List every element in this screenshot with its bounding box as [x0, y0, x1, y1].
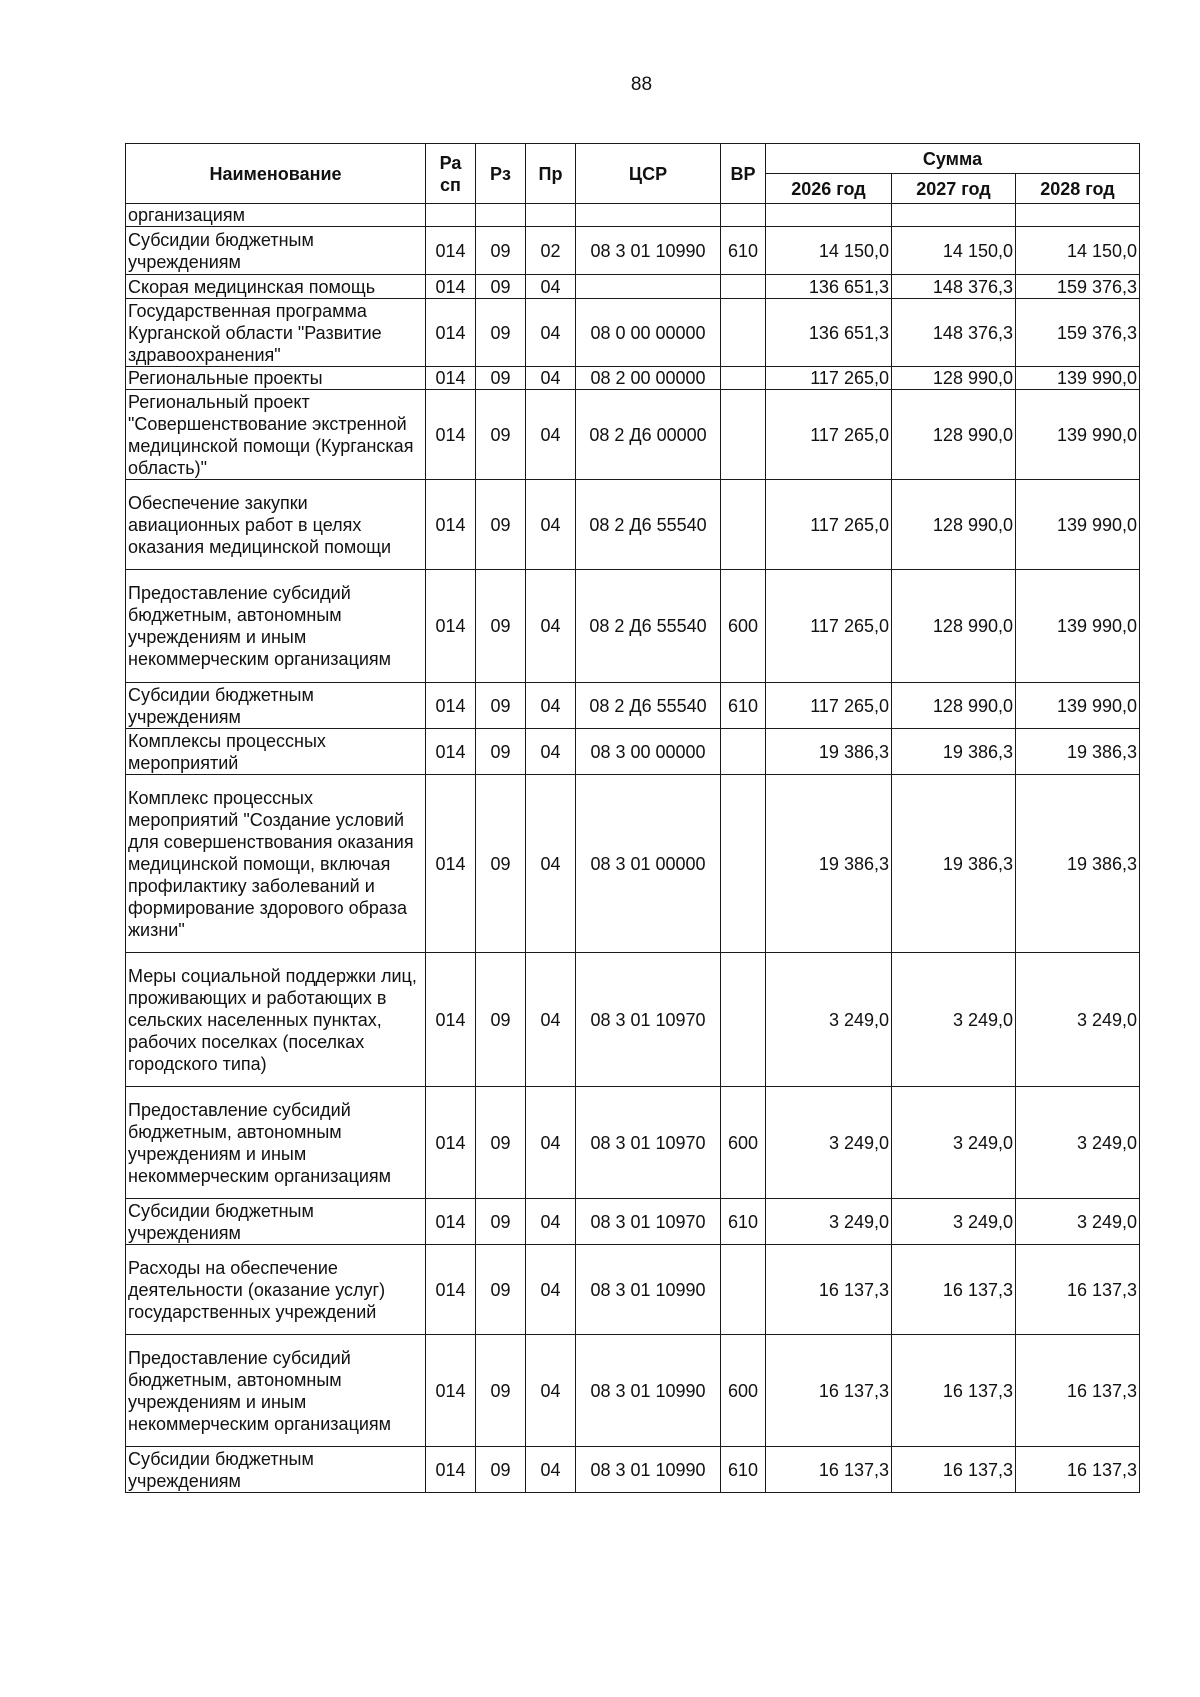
table-row	[126, 1245, 1140, 1335]
table-row	[126, 390, 1140, 480]
row-rz: 09	[476, 480, 526, 570]
row-csr: 08 2 00 00000	[576, 367, 721, 390]
table-row	[126, 683, 1140, 729]
row-name: Региональные проекты	[126, 367, 426, 390]
header-csr: ЦСР	[576, 144, 721, 204]
table-row	[126, 1087, 1140, 1199]
row-amount-2027: 128 990,0	[892, 683, 1016, 729]
row-amount-2027: 3 249,0	[892, 1199, 1016, 1245]
row-amount-2028: 159 376,3	[1016, 299, 1140, 367]
row-name: Предоставление субсидий бюджетным, автономным учреждениям и иным некоммерческим организациям	[126, 1335, 426, 1447]
row-csr: 08 2 Д6 00000	[576, 390, 721, 480]
row-rz: 09	[476, 367, 526, 390]
table-row	[126, 367, 1140, 390]
table-row	[126, 227, 1140, 275]
row-amount-2026: 3 249,0	[766, 953, 892, 1087]
row-rz: 09	[476, 227, 526, 275]
row-vr	[721, 1245, 766, 1335]
row-rasp: 014	[426, 299, 476, 367]
row-amount-2027: 148 376,3	[892, 299, 1016, 367]
row-csr	[576, 275, 721, 299]
row-amount-2027: 3 249,0	[892, 953, 1016, 1087]
row-pr: 04	[526, 775, 576, 953]
row-rz: 09	[476, 299, 526, 367]
row-vr	[721, 204, 766, 227]
row-pr: 04	[526, 1335, 576, 1447]
row-amount-2028: 16 137,3	[1016, 1245, 1140, 1335]
table-row	[126, 275, 1140, 299]
header-summa: Сумма	[766, 144, 1140, 174]
row-rz: 09	[476, 1087, 526, 1199]
row-csr: 08 2 Д6 55540	[576, 480, 721, 570]
row-vr: 600	[721, 570, 766, 683]
row-amount-2026: 14 150,0	[766, 227, 892, 275]
table-row	[126, 299, 1140, 367]
row-amount-2027: 16 137,3	[892, 1447, 1016, 1493]
table-row	[126, 1335, 1140, 1447]
row-name: Меры социальной поддержки лиц, проживающих и работающих в сельских населенных пунктах, рабочих поселках (поселках городского типа)	[126, 953, 426, 1087]
row-rz: 09	[476, 1447, 526, 1493]
row-rasp: 014	[426, 227, 476, 275]
row-pr: 04	[526, 1447, 576, 1493]
row-amount-2027: 128 990,0	[892, 367, 1016, 390]
row-rz: 09	[476, 275, 526, 299]
row-amount-2028: 159 376,3	[1016, 275, 1140, 299]
row-rz: 09	[476, 953, 526, 1087]
header-year-2026: 2026 год	[766, 174, 892, 204]
row-rasp: 014	[426, 480, 476, 570]
row-pr: 04	[526, 570, 576, 683]
row-name: Субсидии бюджетным учреждениям	[126, 683, 426, 729]
row-name: Комплекс процессных мероприятий "Создание условий для совершенствования оказания медицинской помощи, включая профилактику заболеваний и формирование здорового образа жизни"	[126, 775, 426, 953]
row-rasp: 014	[426, 1447, 476, 1493]
row-amount-2027: 16 137,3	[892, 1245, 1016, 1335]
row-rasp: 014	[426, 953, 476, 1087]
header-name: Наименование	[126, 144, 426, 204]
row-rz: 09	[476, 775, 526, 953]
row-csr: 08 2 Д6 55540	[576, 570, 721, 683]
row-amount-2028: 14 150,0	[1016, 227, 1140, 275]
row-amount-2028: 139 990,0	[1016, 367, 1140, 390]
row-csr: 08 3 01 10990	[576, 227, 721, 275]
table-header	[126, 144, 1140, 204]
header-pr: Пр	[526, 144, 576, 204]
row-name: Скорая медицинская помощь	[126, 275, 426, 299]
row-amount-2026: 117 265,0	[766, 480, 892, 570]
row-csr: 08 3 01 10970	[576, 953, 721, 1087]
row-vr	[721, 775, 766, 953]
row-pr: 04	[526, 1245, 576, 1335]
row-rz: 09	[476, 729, 526, 775]
row-rasp	[426, 204, 476, 227]
row-vr	[721, 390, 766, 480]
row-amount-2028: 19 386,3	[1016, 775, 1140, 953]
row-csr: 08 3 01 10990	[576, 1447, 721, 1493]
row-rasp: 014	[426, 1245, 476, 1335]
row-rasp: 014	[426, 683, 476, 729]
row-amount-2026: 136 651,3	[766, 275, 892, 299]
row-vr: 610	[721, 227, 766, 275]
row-amount-2028: 3 249,0	[1016, 1087, 1140, 1199]
row-rasp: 014	[426, 775, 476, 953]
row-vr	[721, 480, 766, 570]
row-vr	[721, 275, 766, 299]
row-pr: 04	[526, 1199, 576, 1245]
row-amount-2026: 16 137,3	[766, 1245, 892, 1335]
row-amount-2027: 14 150,0	[892, 227, 1016, 275]
row-amount-2027: 16 137,3	[892, 1335, 1016, 1447]
row-amount-2026	[766, 204, 892, 227]
row-amount-2026: 3 249,0	[766, 1199, 892, 1245]
row-amount-2026: 136 651,3	[766, 299, 892, 367]
row-csr: 08 3 01 10970	[576, 1199, 721, 1245]
header-year-2028: 2028 год	[1016, 174, 1140, 204]
row-amount-2027: 3 249,0	[892, 1087, 1016, 1199]
row-amount-2026: 117 265,0	[766, 367, 892, 390]
row-pr: 04	[526, 390, 576, 480]
header-year-2027: 2027 год	[892, 174, 1016, 204]
row-pr: 04	[526, 275, 576, 299]
row-amount-2026: 19 386,3	[766, 775, 892, 953]
row-vr	[721, 299, 766, 367]
row-amount-2027: 19 386,3	[892, 775, 1016, 953]
row-amount-2027: 128 990,0	[892, 480, 1016, 570]
row-rz: 09	[476, 1245, 526, 1335]
row-rasp: 014	[426, 367, 476, 390]
row-name: Предоставление субсидий бюджетным, автономным учреждениям и иным некоммерческим организациям	[126, 1087, 426, 1199]
row-amount-2028: 139 990,0	[1016, 683, 1140, 729]
row-csr	[576, 204, 721, 227]
row-name: Субсидии бюджетным учреждениям	[126, 1447, 426, 1493]
row-amount-2026: 16 137,3	[766, 1335, 892, 1447]
row-csr: 08 3 00 00000	[576, 729, 721, 775]
row-vr: 610	[721, 683, 766, 729]
table-body	[126, 204, 1140, 1493]
row-vr	[721, 953, 766, 1087]
row-rasp: 014	[426, 390, 476, 480]
header-vr: ВР	[721, 144, 766, 204]
row-name: организациям	[126, 204, 426, 227]
row-pr: 02	[526, 227, 576, 275]
row-name: Региональный проект "Совершенствование экстренной медицинской помощи (Курганская область)"	[126, 390, 426, 480]
row-amount-2026: 16 137,3	[766, 1447, 892, 1493]
row-vr: 600	[721, 1335, 766, 1447]
row-vr: 610	[721, 1199, 766, 1245]
row-amount-2028: 3 249,0	[1016, 1199, 1140, 1245]
row-pr: 04	[526, 299, 576, 367]
budget-table	[125, 143, 1140, 1493]
row-vr: 610	[721, 1447, 766, 1493]
row-csr: 08 3 01 10990	[576, 1335, 721, 1447]
row-name: Государственная программа Курганской области "Развитие здравоохранения"	[126, 299, 426, 367]
row-pr: 04	[526, 1087, 576, 1199]
row-amount-2028: 19 386,3	[1016, 729, 1140, 775]
row-amount-2028: 16 137,3	[1016, 1335, 1140, 1447]
table-row	[126, 775, 1140, 953]
row-amount-2028: 3 249,0	[1016, 953, 1140, 1087]
row-name: Предоставление субсидий бюджетным, автономным учреждениям и иным некоммерческим организациям	[126, 570, 426, 683]
row-pr: 04	[526, 480, 576, 570]
row-csr: 08 3 01 00000	[576, 775, 721, 953]
row-csr: 08 3 01 10970	[576, 1087, 721, 1199]
header-rasp	[426, 144, 476, 204]
row-amount-2028	[1016, 204, 1140, 227]
row-amount-2027: 19 386,3	[892, 729, 1016, 775]
table-row	[126, 570, 1140, 683]
row-name: Расходы на обеспечение деятельности (оказание услуг) государственных учреждений	[126, 1245, 426, 1335]
row-csr: 08 3 01 10990	[576, 1245, 721, 1335]
row-csr: 08 2 Д6 55540	[576, 683, 721, 729]
row-rz: 09	[476, 1199, 526, 1245]
row-amount-2027: 128 990,0	[892, 390, 1016, 480]
row-amount-2026: 117 265,0	[766, 390, 892, 480]
row-rasp: 014	[426, 1335, 476, 1447]
row-rasp: 014	[426, 275, 476, 299]
row-rz	[476, 204, 526, 227]
row-amount-2028: 139 990,0	[1016, 480, 1140, 570]
row-vr	[721, 367, 766, 390]
row-amount-2026: 3 249,0	[766, 1087, 892, 1199]
row-amount-2026: 117 265,0	[766, 570, 892, 683]
row-amount-2027: 148 376,3	[892, 275, 1016, 299]
row-name: Субсидии бюджетным учреждениям	[126, 1199, 426, 1245]
row-pr: 04	[526, 367, 576, 390]
row-rasp: 014	[426, 1087, 476, 1199]
row-name: Обеспечение закупки авиационных работ в целях оказания медицинской помощи	[126, 480, 426, 570]
row-name: Субсидии бюджетным учреждениям	[126, 227, 426, 275]
table-row	[126, 729, 1140, 775]
table-row	[126, 480, 1140, 570]
table-row	[126, 953, 1140, 1087]
row-rz: 09	[476, 570, 526, 683]
row-rz: 09	[476, 390, 526, 480]
row-pr	[526, 204, 576, 227]
row-rasp: 014	[426, 570, 476, 683]
header-rasp-text: Ра сп	[439, 152, 462, 195]
row-name: Комплексы процессных мероприятий	[126, 729, 426, 775]
row-csr: 08 0 00 00000	[576, 299, 721, 367]
page-number: 88	[630, 74, 653, 95]
row-rz: 09	[476, 1335, 526, 1447]
row-rasp: 014	[426, 729, 476, 775]
table-row	[126, 1447, 1140, 1493]
row-amount-2027	[892, 204, 1016, 227]
table-row	[126, 1199, 1140, 1245]
row-amount-2026: 19 386,3	[766, 729, 892, 775]
row-pr: 04	[526, 683, 576, 729]
table-row	[126, 204, 1140, 227]
row-vr	[721, 729, 766, 775]
row-amount-2026: 117 265,0	[766, 683, 892, 729]
row-rasp: 014	[426, 1199, 476, 1245]
row-amount-2028: 139 990,0	[1016, 570, 1140, 683]
row-amount-2028: 16 137,3	[1016, 1447, 1140, 1493]
row-rz: 09	[476, 683, 526, 729]
row-amount-2027: 128 990,0	[892, 570, 1016, 683]
row-pr: 04	[526, 953, 576, 1087]
row-pr: 04	[526, 729, 576, 775]
header-rz: Рз	[476, 144, 526, 204]
row-amount-2028: 139 990,0	[1016, 390, 1140, 480]
row-vr: 600	[721, 1087, 766, 1199]
